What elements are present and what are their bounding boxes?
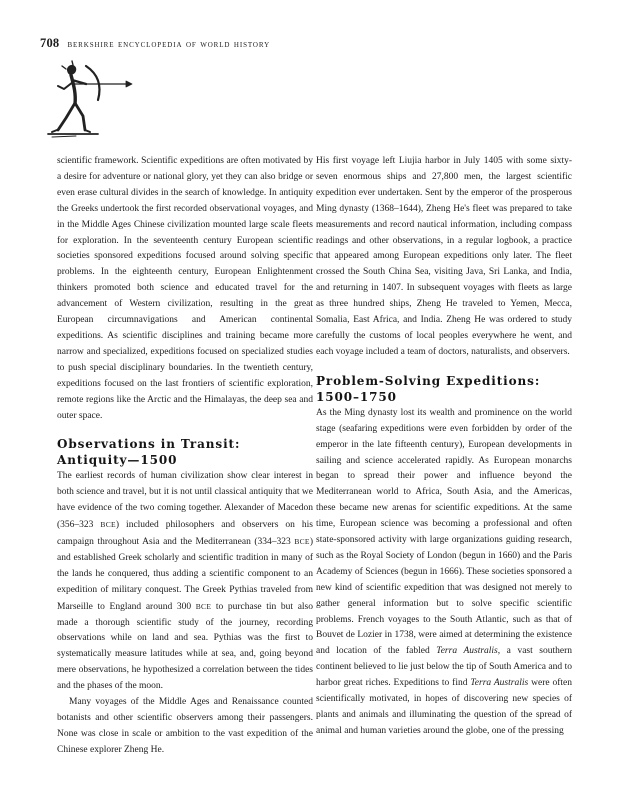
running-head	[40, 36, 270, 51]
era-abbreviation: BCE	[100, 520, 116, 530]
archer-figure-icon	[46, 60, 136, 138]
body-paragraph: scientific framework. Scientific expeditions are often motivated by a desire for adventure or national glory, yet they can also bridge or even erase cultural divides in the search of knowledge. In antiquity the Greeks undertook the first recorded observational voyages, and in the Middle Ages Chinese civilization mounted large scale fleets for exploration. In the seventeenth century European scientific societies sponsored expeditions focused around solving specific problems. In the eighteenth century, European Enlightenment thinkers promoted both science and educated travel for the advancement of Western civilization, resulting in the great European circumnavigations and American continental expeditions. As scientific disciplines and training became more narrow and specialized, expeditions focused on specialized studies to push special disciplinary boundaries. In the twentieth century, expeditions focused on the last frontiers of scientific exploration, remote regions like the Arctic and the Himalayas, the deep sea and outer space.	[57, 156, 313, 421]
left-column	[57, 154, 313, 759]
era-abbreviation: BCE	[195, 601, 212, 611]
italic-term: Terra Australis,	[436, 646, 501, 657]
body-paragraph: His first voyage left Liujia harbor in July 1405 with some sixty-seven enormous ships and 27,800 men, the largest scientific expedition ever undertaken. Sent by the emperor of the prosperous Ming dynasty (1368–1644), Zheng He's fleet was prepared to take measurements and record nautical information, including compass readings and other observations, in a regular logbook, a practice that appeared among European expeditions only later. The fleet crossed the South China Sea, visiting Java, Sri Lanka, and India, and returning in 1407. In subsequent voyages with fleets as large as three hundred ships, Zheng He traveled to Yemen, Mecca, Somalia, East Africa, and India. Zheng He was ordered to study carefully the customs of local peoples everywhere he went, and each voyage included a team of doctors, naturalists, and observers.	[316, 156, 572, 357]
body-paragraph: Many voyages of the Middle Ages and Renaissance counted botanists and other scientific observers among their passengers. None was close in scale or ambition to the vast expedition of the Chinese explorer Zheng He.	[57, 697, 313, 755]
right-column	[316, 154, 572, 740]
era-abbreviation: BCE	[294, 537, 310, 547]
body-paragraph: As the Ming dynasty lost its wealth and prominence on the world stage (seafaring expeditions were even forbidden by order of the emperor in the late fifteenth century), European developments in sailing and science accelerated rapidly. As European monarchs began to spread their power and influence beyond the Mediterranean world to Africa, South Asia, and the Americas, these became new arenas for scientific expeditions. At the same time, European science was becoming a professional and often state-sponsored activity with large organizations guiding research, such as the Royal Society of London (begun in 1660) and the Paris Academy of Sciences (begun in 1666). These societies sponsored a new kind of scientific expedition that was designed not merely to gather general information but to solve specific scientific problems. French voyages to the South Atlantic, such as that of Bouvet de Lozier in 1738, were aimed at determining the existence and location of the fabled Terra Australis, a vast southern continent believed to lie just below the tip of South America and to harbor great riches. Expeditions to find Terra Australis were often scientifically motivated, in hopes of discovering new species of plants and animals and illuminating the question of the spread of animal and human varieties around the globe, one of the pressing	[316, 407, 573, 736]
page-number: 708	[40, 36, 60, 50]
body-paragraph: The earliest records of human civilization show clear interest in both science and travel, but it is not until classical antiquity that we have evidence of the two coming together. Alexander of Macedon (356–323 BCE) included philosophers and observers on his campaign throughout Asia and the Mediterranean (334–323 BCE) and established Greek scholarly and scientific tradition in many of the lands he conquered, thus adding a scientific component to an expedition of military conquest. The Greek Pythias traveled from Marseille to England around 300 BCE to purchase tin but also made a thorough scientific study of the journey, recording observations while on land and sea. Pythias was the first to systematically measure latitudes while at sea, and, going beyond mere observations, he hypothesized a correlation between the tides and the phases of the moon.	[57, 471, 313, 692]
section-heading: Problem-Solving Expeditions: 1500–1750	[316, 373, 541, 404]
section-heading: Observations in Transit: Antiquity—1500	[57, 437, 241, 468]
running-title: berkshire encyclopedia of world history	[67, 39, 271, 50]
italic-term: Terra Australis	[470, 678, 529, 689]
